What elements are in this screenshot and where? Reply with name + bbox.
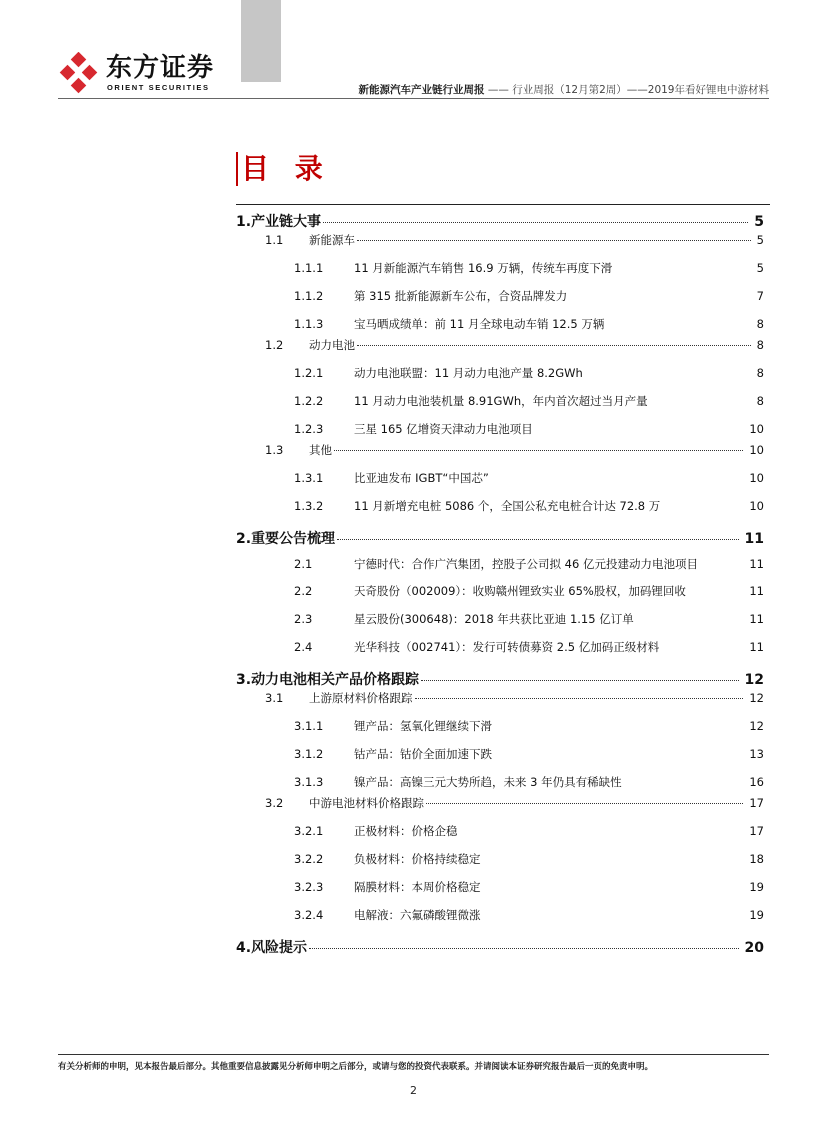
toc-entry-page: 5	[756, 261, 764, 275]
toc-entry[interactable]	[265, 337, 764, 353]
toc-entry[interactable]	[265, 442, 764, 458]
toc-entry-label: 动力电池	[309, 338, 355, 352]
running-header	[359, 82, 769, 97]
toc-entry-number: 3.1.3	[294, 775, 324, 789]
footer-disclaimer: 有关分析师的申明，见本报告最后部分。其他重要信息披露见分析师申明之后部分，或请与您的投资代表联系。并请阅读本证券研究报告最后一页的免责申明。	[58, 1062, 654, 1072]
toc-entry[interactable]	[294, 774, 764, 790]
toc-entry-page: 7	[756, 289, 764, 303]
toc-entry-number: 1.2.1	[294, 366, 324, 380]
toc-entry-page: 19	[749, 908, 764, 922]
toc-entry-number: 1.2.3	[294, 422, 324, 436]
toc-entry-page: 18	[749, 852, 764, 866]
toc-entry-label: 光华科技（002741）：发行可转债募资 2.5 亿加码正级材料	[354, 640, 660, 654]
toc-entry-page: 10	[749, 499, 764, 513]
toc-dot-leader	[334, 450, 743, 451]
toc-entry-label: 产业链大事	[251, 214, 322, 230]
toc-entry-number: 1.3.1	[294, 471, 324, 485]
toc-entry[interactable]	[294, 639, 764, 655]
toc-entry-page: 13	[749, 747, 764, 761]
header-rule	[58, 98, 769, 99]
toc-entry-label: 中游电池材料价格跟踪	[309, 796, 424, 810]
toc-entry[interactable]	[294, 556, 764, 572]
toc-entry-number: 2.3	[294, 612, 313, 626]
toc-entry-page: 20	[744, 940, 764, 956]
toc-entry-label: 新能源车	[309, 233, 355, 247]
toc-entry-label: 天奇股份（002009）：收购赣州锂致实业 65%股权，加码锂回收	[354, 584, 686, 598]
toc-entry-page: 10	[749, 422, 764, 436]
footer-rule	[58, 1054, 769, 1055]
toc-entry-label: 11 月动力电池装机量 8.91GWh，年内首次超过当月产量	[354, 394, 648, 408]
toc-entry-number: 4.	[236, 940, 252, 956]
toc-entry-page: 19	[749, 880, 764, 894]
toc-entry-page: 8	[756, 338, 764, 352]
toc-entry-number: 3.	[236, 672, 252, 688]
toc-entry-number: 1.	[236, 214, 252, 230]
toc-entry-page: 12	[749, 719, 764, 733]
toc-dot-leader	[323, 222, 748, 223]
toc-entry[interactable]	[294, 393, 764, 409]
toc-entry-number: 3.2.3	[294, 880, 324, 894]
toc-entry-number: 3.1	[265, 691, 284, 705]
toc-entry-number: 1.1	[265, 233, 284, 247]
toc-entry[interactable]	[236, 528, 764, 548]
toc-entry-number: 2.	[236, 531, 252, 547]
toc-dot-leader	[415, 698, 744, 699]
toc-dot-leader	[426, 803, 743, 804]
toc-entry-page: 12	[749, 691, 764, 705]
toc-entry-number: 1.1.1	[294, 261, 324, 275]
toc-entry-label: 动力电池联盟：11 月动力电池产量 8.2GWh	[354, 366, 583, 380]
toc-entry-page: 11	[744, 531, 764, 547]
toc-entry[interactable]	[236, 211, 764, 231]
toc-entry-number: 1.1.3	[294, 317, 324, 331]
toc-entry[interactable]	[294, 316, 764, 332]
toc-entry-label: 第 315 批新能源新车公布，合资品牌发力	[354, 289, 568, 303]
toc-entry-number: 1.1.2	[294, 289, 324, 303]
toc-entry-number: 3.2.2	[294, 852, 324, 866]
orient-logo-icon	[58, 52, 102, 94]
toc-entry-number: 3.2.1	[294, 824, 324, 838]
toc-entry-label: 三星 165 亿增资天津动力电池项目	[354, 422, 533, 436]
toc-entry-number: 3.1.1	[294, 719, 324, 733]
toc-entry-page: 5	[756, 233, 764, 247]
toc-entry-label: 动力电池相关产品价格跟踪	[251, 672, 420, 688]
toc-entry-page: 17	[749, 824, 764, 838]
toc-entry-label: 负极材料：价格持续稳定	[354, 852, 481, 866]
header-gray-band	[241, 0, 281, 82]
toc-entry-number: 2.4	[294, 640, 313, 654]
page-number: 2	[410, 1084, 417, 1097]
toc-entry-label: 锂产品：氢氧化锂继续下滑	[354, 719, 492, 733]
toc-entry-label: 宝马晒成绩单：前 11 月全球电动车销 12.5 万辆	[354, 317, 605, 331]
toc-entry[interactable]	[236, 669, 764, 689]
toc-entry-number: 3.1.2	[294, 747, 324, 761]
toc-entry[interactable]	[294, 746, 764, 762]
toc-entry-page: 10	[749, 471, 764, 485]
toc-entry[interactable]	[294, 823, 764, 839]
toc-entry[interactable]	[294, 365, 764, 381]
toc-dot-leader	[309, 948, 738, 949]
toc-entry-number: 2.2	[294, 584, 313, 598]
toc-entry[interactable]	[294, 470, 764, 486]
toc-entry-label: 星云股份(300648)：2018 年共获比亚迪 1.15 亿订单	[354, 612, 634, 626]
toc-entry-label: 上游原材料价格跟踪	[309, 691, 413, 705]
toc-dot-leader	[337, 539, 738, 540]
toc-entry-page: 5	[754, 214, 764, 230]
toc-entry-number: 2.1	[294, 557, 313, 571]
logo-english-name: ORIENT SECURITIES	[107, 83, 210, 92]
toc-entry[interactable]	[294, 851, 764, 867]
toc-entry[interactable]	[294, 879, 764, 895]
toc-entry-number: 3.2	[265, 796, 284, 810]
toc-entry-page: 11	[749, 584, 764, 598]
toc-entry-label: 风险提示	[251, 940, 308, 956]
toc-entry[interactable]	[294, 907, 764, 923]
toc-entry-page: 11	[749, 557, 764, 571]
toc-entry-label: 隔膜材料：本周价格稳定	[354, 880, 481, 894]
toc-entry-number: 1.3	[265, 443, 284, 457]
toc-entry-label: 比亚迪发布 IGBT“中国芯”	[354, 471, 489, 485]
toc-title: 目 录	[236, 152, 331, 186]
toc-dot-leader	[357, 240, 751, 241]
toc-entry-number: 1.3.2	[294, 499, 324, 513]
toc-entry-label: 钴产品：钴价全面加速下跌	[354, 747, 492, 761]
toc-dot-leader	[421, 680, 738, 681]
toc-entry-page: 8	[756, 394, 764, 408]
toc-title-rule	[236, 204, 770, 205]
toc-entry-number: 1.2	[265, 338, 284, 352]
toc-entry-page: 8	[756, 317, 764, 331]
toc-entry-page: 11	[749, 612, 764, 626]
toc-entry[interactable]	[294, 611, 764, 627]
toc-entry-label: 电解液：六氟磷酸锂微涨	[354, 908, 481, 922]
toc-entry-number: 3.2.4	[294, 908, 324, 922]
toc-entry-label: 11 月新增充电桩 5086 个，全国公私充电桩合计达 72.8 万	[354, 499, 661, 513]
toc-entry-page: 16	[749, 775, 764, 789]
logo-chinese-name: 东方证券	[106, 53, 215, 83]
toc-entry-label: 11 月新能源汽车销售 16.9 万辆，传统车再度下滑	[354, 261, 613, 275]
toc-entry-page: 11	[749, 640, 764, 654]
running-header-subtitle: —— 行业周报（12月第2周）——2019年看好锂电中游材料	[487, 84, 769, 96]
toc-entry[interactable]	[294, 718, 764, 734]
toc-entry[interactable]	[265, 232, 764, 248]
toc-entry-page: 12	[744, 672, 764, 688]
orient-securities-logo	[58, 52, 215, 94]
toc-entry-label: 镍产品：高镍三元大势所趋，未来 3 年仍具有稀缺性	[354, 775, 622, 789]
toc-entry-number: 1.2.2	[294, 394, 324, 408]
toc-entry[interactable]	[294, 421, 764, 437]
toc-entry-page: 10	[749, 443, 764, 457]
toc-entry[interactable]	[236, 937, 764, 957]
toc-entry[interactable]	[294, 583, 764, 599]
toc-entry-label: 宁德时代：合作广汽集团，控股子公司拟 46 亿元投建动力电池项目	[354, 557, 698, 571]
toc-entry[interactable]	[265, 795, 764, 811]
toc-dot-leader	[357, 345, 751, 346]
toc-entry-label: 正极材料：价格企稳	[354, 824, 458, 838]
toc-entry[interactable]	[265, 690, 764, 706]
toc-entry-label: 其他	[309, 443, 332, 457]
toc-entry-page: 17	[749, 796, 764, 810]
toc-entry-label: 重要公告梳理	[251, 531, 336, 547]
toc-entry-page: 8	[756, 366, 764, 380]
running-header-title: 新能源汽车产业链行业周报	[358, 84, 485, 96]
toc-entry[interactable]	[294, 288, 764, 304]
toc-entry[interactable]	[294, 260, 764, 276]
toc-entry[interactable]	[294, 498, 764, 514]
